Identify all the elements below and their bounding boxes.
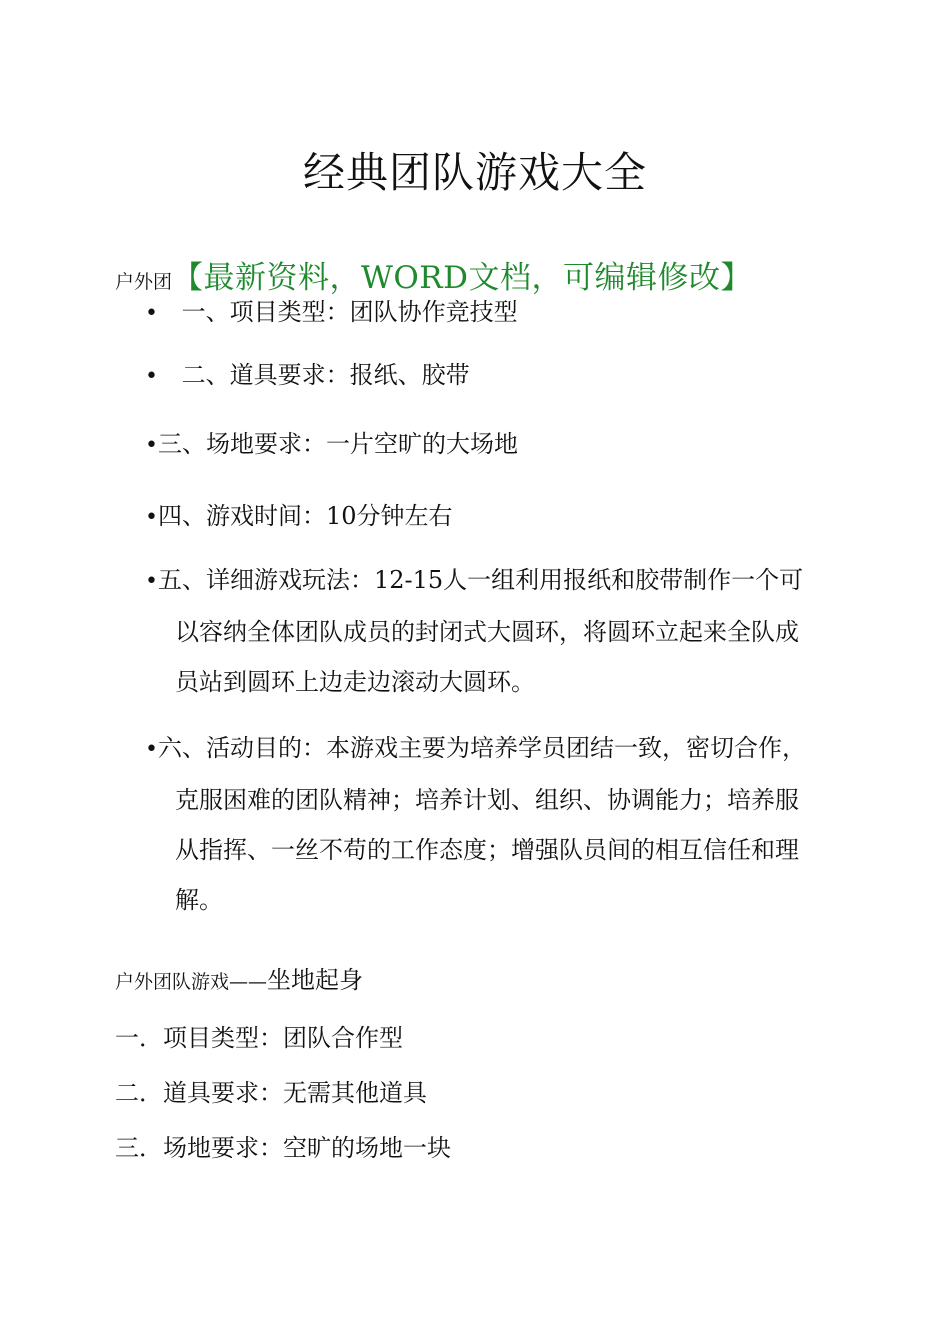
item-text: 从指挥、一丝不苟的工作态度；增强队员间的相互信任和理 [175, 836, 799, 864]
item-text: 克服困难的团队精神；培养计划、组织、协调能力；培养服 [175, 786, 799, 814]
list-item [145, 555, 803, 707]
list-item [145, 424, 518, 459]
item-text: 以容纳全体团队成员的封闭式大圆环，将圆环立起来全队成 [175, 618, 799, 646]
item-text: 五、详细游戏玩法：12-15人一组利用报纸和胶带制作一个可 [157, 566, 804, 594]
item-text: 三、场地要求：一片空旷的大场地 [157, 430, 518, 458]
list-item [145, 355, 470, 390]
item-text: 一、项目类型：团队协作竞技型 [181, 298, 518, 326]
list-item [145, 723, 806, 925]
bullet: • [145, 737, 158, 762]
section-heading-name: 坐地起身 [267, 966, 364, 994]
section-heading [115, 960, 363, 995]
bullet: • [145, 505, 158, 530]
document-title: 经典团队游戏大全 [302, 148, 647, 197]
list-item [145, 496, 453, 531]
section-heading-prefix: 户外团队游戏—— [115, 971, 268, 993]
bullet: • [145, 364, 158, 389]
bullet: • [145, 301, 158, 326]
item-text: 六、活动目的：本游戏主要为培养学员团结一致，密切合作， [157, 734, 806, 762]
bullet: • [145, 569, 158, 594]
numbered-line: 三．场地要求：空旷的场地一块 [115, 1134, 451, 1162]
list-item [145, 292, 518, 327]
numbered-line: 一．项目类型：团队合作型 [115, 1024, 403, 1052]
bullet: • [145, 433, 158, 458]
intro-line [115, 252, 752, 297]
editable-banner: 【最新资料，WORD文档，可编辑修改】 [172, 260, 752, 296]
item-text: 二、道具要求：报纸、胶带 [181, 361, 470, 389]
numbered-line: 二．道具要求：无需其他道具 [115, 1079, 427, 1107]
item-text: 员站到圆环上边走边滚动大圆环。 [175, 668, 535, 696]
item-text: 四、游戏时间：10分钟左右 [157, 502, 453, 530]
item-text: 解。 [175, 886, 223, 914]
intro-prefix: 户外团 [115, 271, 173, 293]
